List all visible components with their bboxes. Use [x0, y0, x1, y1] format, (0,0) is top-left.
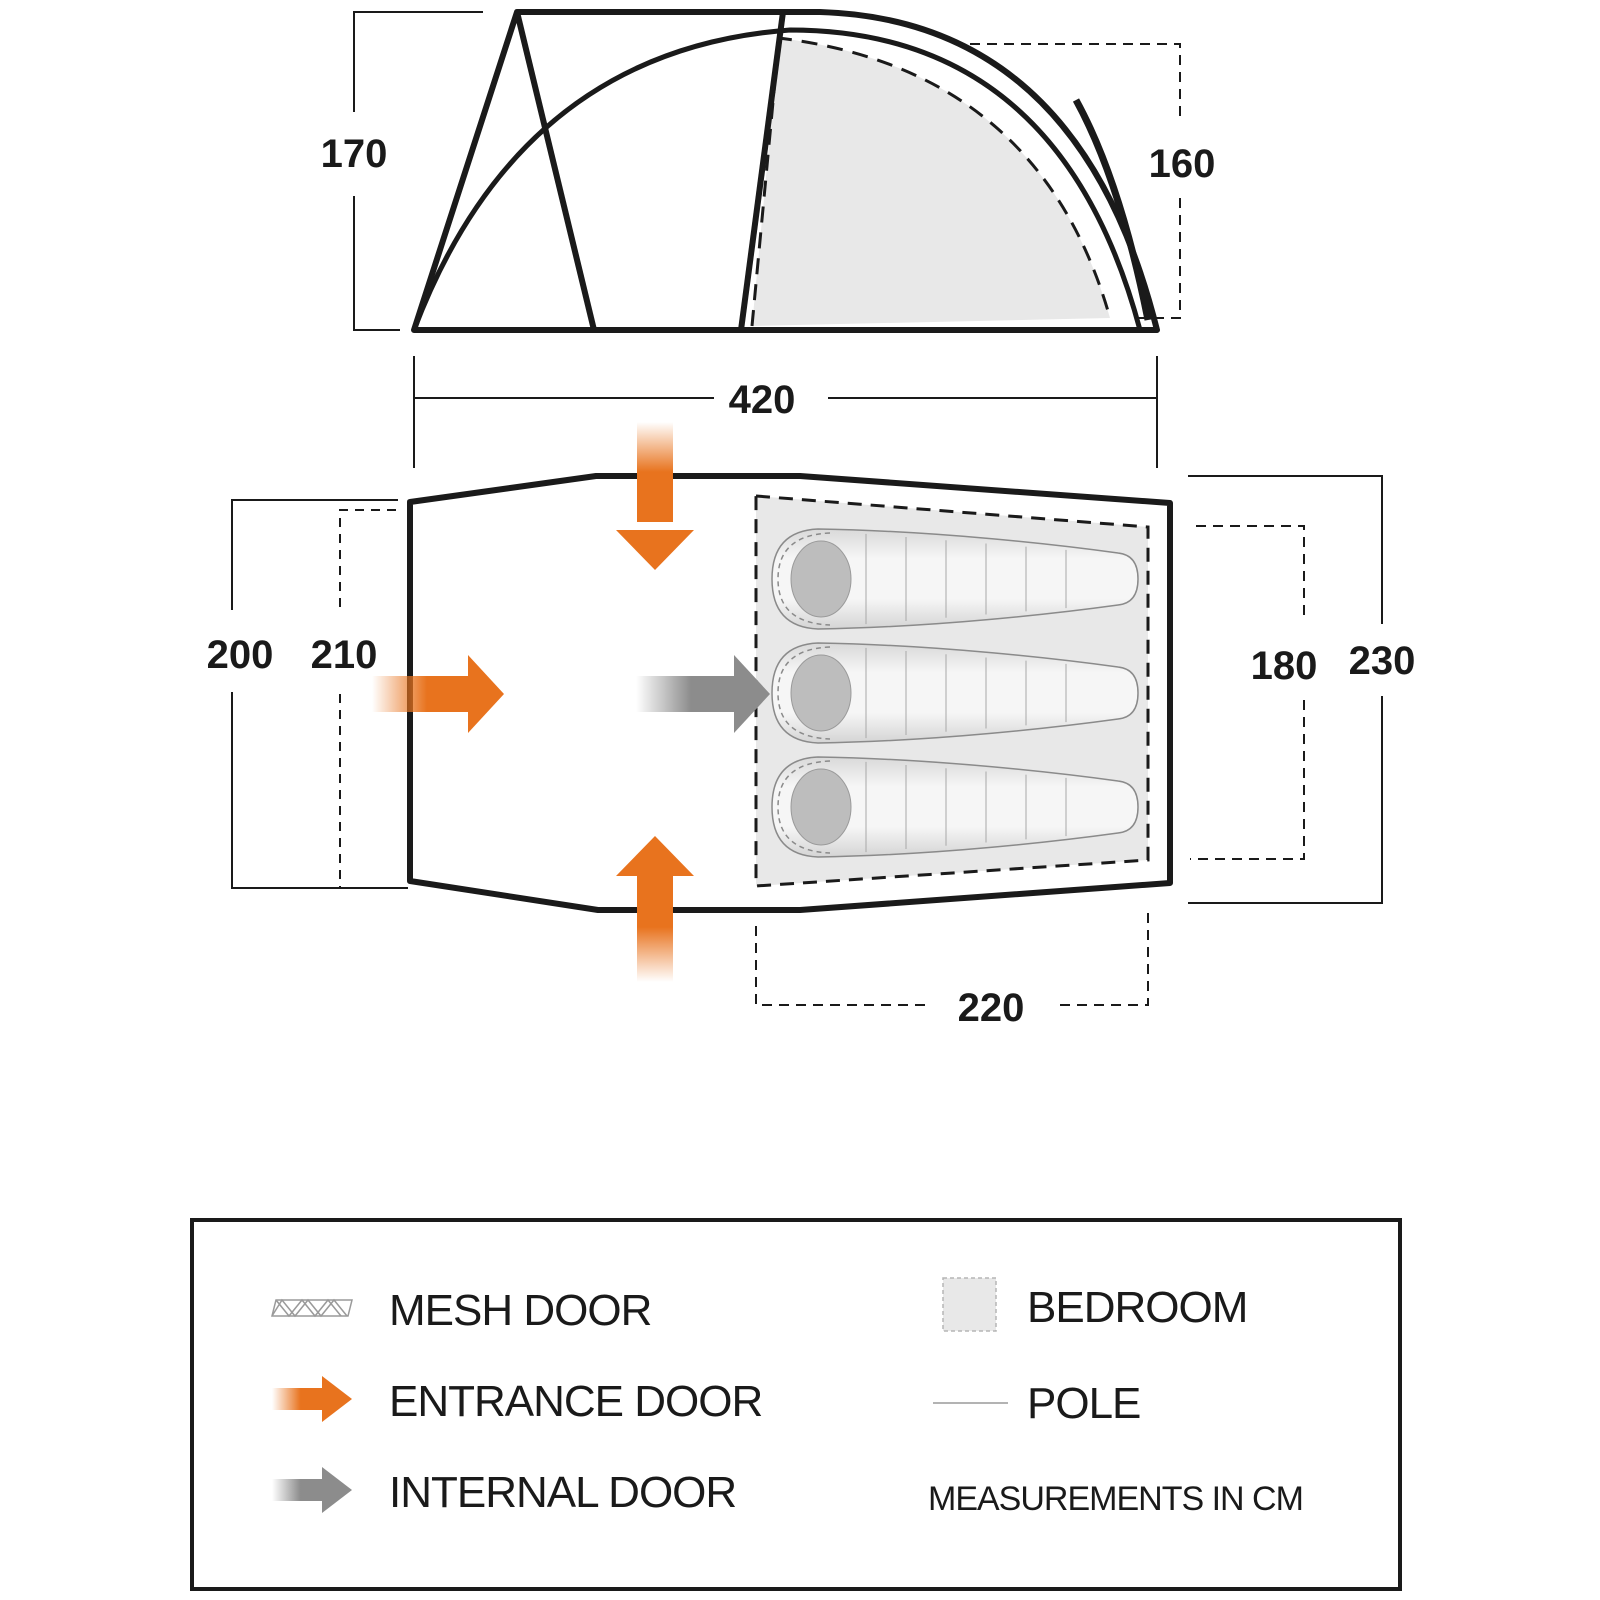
legend-units-note: MEASUREMENTS IN CM [928, 1480, 1303, 1518]
sleeping-bags [772, 529, 1138, 857]
dimension-230 [1188, 476, 1382, 903]
legend-internal-door: INTERNAL DOOR [389, 1468, 737, 1517]
width-front-inner-label: 210 [310, 633, 378, 677]
width-front-label: 200 [206, 633, 274, 677]
floor-plan [207, 422, 1416, 1030]
legend-bedroom: BEDROOM [1027, 1283, 1248, 1332]
length-overall-label: 420 [728, 378, 796, 422]
side-view [321, 12, 1216, 468]
legend-entrance-door: ENTRANCE DOOR [389, 1377, 763, 1426]
height-overall-label: 170 [320, 132, 388, 176]
sleeping-bag-pillow [791, 655, 851, 731]
height-bedroom-label: 160 [1148, 142, 1216, 186]
dimension-220 [756, 912, 1148, 1005]
legend-box [192, 1220, 1400, 1589]
dimension-180 [1190, 526, 1304, 859]
width-overall-label: 230 [1348, 639, 1416, 683]
bedroom-swatch [943, 1278, 996, 1331]
side-bedroom-area [752, 38, 1110, 326]
sleeping-bag-pillow [791, 769, 851, 845]
bedroom-length-label: 220 [957, 986, 1025, 1030]
legend-mesh-door: MESH DOOR [389, 1286, 652, 1335]
sleeping-bag-pillow [791, 541, 851, 617]
width-bedroom-label: 180 [1250, 644, 1318, 688]
side-front-pole [517, 12, 594, 330]
legend [192, 1220, 1400, 1589]
legend-pole: POLE [1027, 1379, 1141, 1428]
